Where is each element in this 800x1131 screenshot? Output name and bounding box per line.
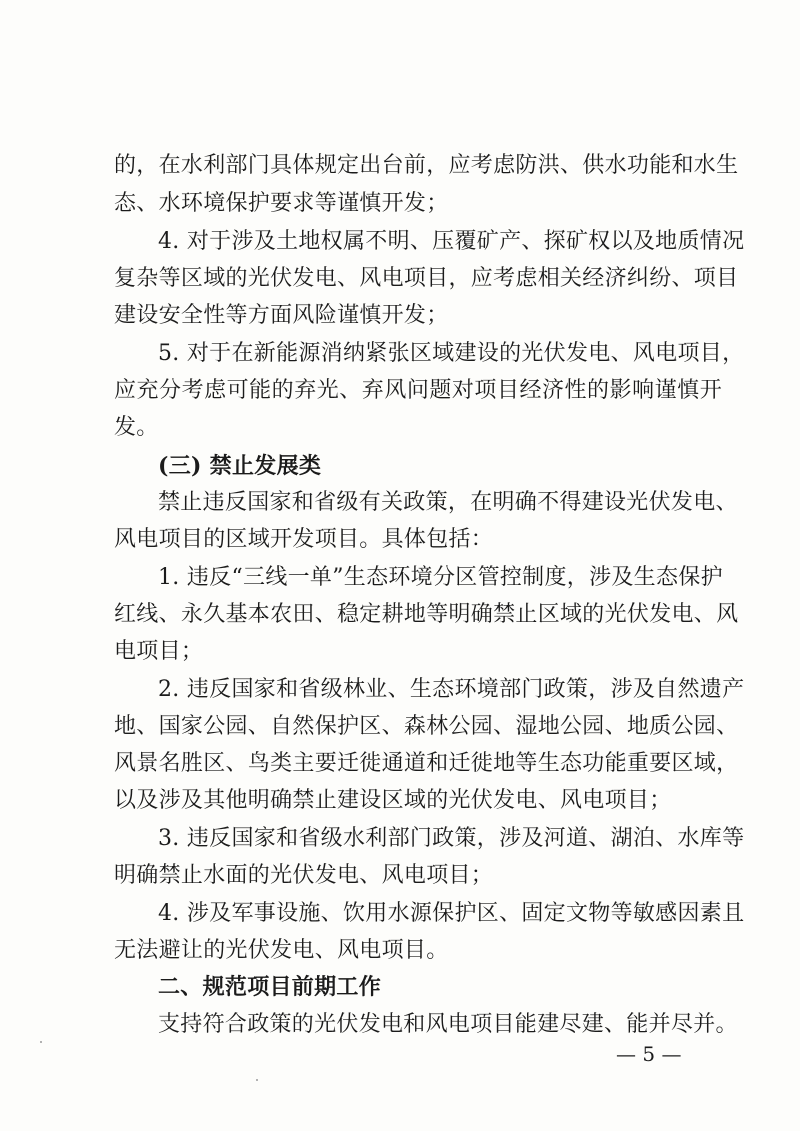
preliminary-work-line-1: 支持符合政策的光伏发电和风电项目能建尽建、能并尽并。 — [158, 1012, 738, 1037]
prohibited-item-2-line-2: 地、国家公园、自然保护区、森林公园、湿地公园、地质公园、 — [114, 714, 739, 739]
item-5-line-3: 发。 — [114, 415, 159, 440]
scan-speck — [256, 1079, 258, 1081]
prohibited-intro-line-1: 禁止违反国家和省级有关政策，在明确不得建设光伏发电、 — [158, 490, 738, 515]
prohibited-intro-line-2: 风电项目的区域开发项目。具体包括： — [114, 527, 494, 552]
scan-speck — [40, 1041, 42, 1043]
prohibited-item-1-line-1: 1. 违反“三线一单”生态环境分区管控制度，涉及生态保护 — [158, 565, 723, 590]
prohibited-item-1-line-2: 红线、永久基本农田、稳定耕地等明确禁止区域的光伏发电、风 — [114, 602, 739, 627]
body-line-2: 态、水环境保护要求等谨慎开发； — [114, 191, 449, 216]
prohibited-item-2-line-1: 2. 违反国家和省级林业、生态环境部门政策，涉及自然遗产 — [158, 677, 745, 702]
item-4-line-3: 建设安全性等方面风险谨慎开发； — [114, 303, 449, 328]
prohibited-item-3-line-1: 3. 违反国家和省级水利部门政策，涉及河道、湖泊、水库等 — [158, 826, 745, 851]
item-4-line-1: 4. 对于涉及土地权属不明、压覆矿产、探矿权以及地质情况 — [158, 229, 745, 254]
section-heading-preliminary-work: 二、规范项目前期工作 — [158, 975, 382, 1000]
item-5-line-1: 5. 对于在新能源消纳紧张区域建设的光伏发电、风电项目， — [158, 341, 745, 366]
prohibited-item-3-line-2: 明确禁止水面的光伏发电、风电项目； — [114, 863, 494, 888]
item-5-line-2: 应充分考虑可能的弃光、弃风问题对项目经济性的影响谨慎开 — [114, 378, 722, 403]
body-line-1: 的，在水利部门具体规定出台前，应考虑防洪、供水功能和水生 — [114, 153, 739, 178]
prohibited-item-4-line-2: 无法避让的光伏发电、风电项目。 — [114, 938, 449, 963]
prohibited-item-4-line-1: 4. 涉及军事设施、饮用水源保护区、固定文物等敏感因素且 — [158, 901, 745, 926]
prohibited-item-2-line-3: 风景名胜区、鸟类主要迁徙通道和迁徙地等生态功能重要区域， — [114, 751, 739, 776]
section-heading-prohibited: (三) 禁止发展类 — [158, 453, 322, 479]
item-4-line-2: 复杂等区域的光伏发电、风电项目，应考虑相关经济纠纷、项目 — [114, 266, 739, 291]
prohibited-item-2-line-4: 以及涉及其他明确禁止建设区域的光伏发电、风电项目； — [114, 788, 672, 813]
prohibited-item-1-line-3: 电项目； — [114, 639, 204, 664]
page-number: — 5 — — [616, 1042, 682, 1066]
